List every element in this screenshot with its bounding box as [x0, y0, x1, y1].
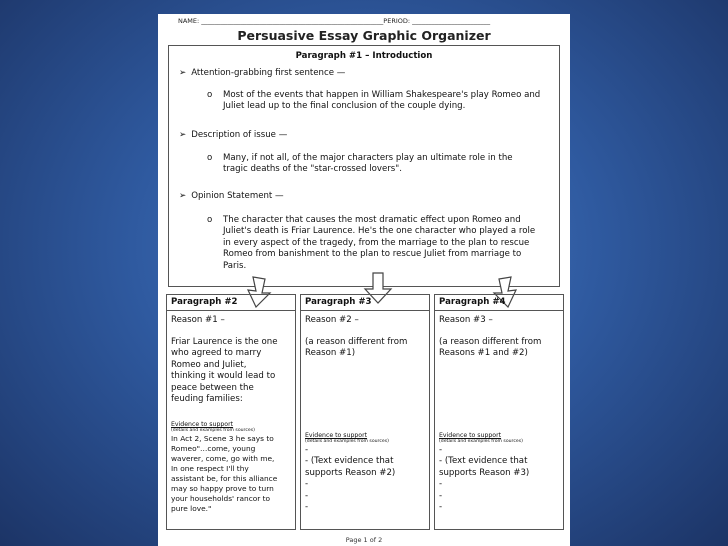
- sub-bullet-icon: o: [207, 153, 213, 163]
- body-line: (a reason different from: [439, 337, 542, 347]
- name-line: ________________________________________________________: [201, 17, 384, 25]
- evidence-label: Evidence to support: [305, 432, 368, 439]
- evidence-line: may so happy prove to turn: [171, 484, 274, 493]
- evidence-line: -: [439, 479, 443, 490]
- evidence-line: -: [305, 502, 309, 513]
- page-footer: Page 1 of 2: [345, 536, 383, 544]
- reason-label: Reason #2 –: [305, 315, 359, 325]
- evidence-line: waverer, come, go with me,: [171, 454, 275, 463]
- bullet-attention: [179, 68, 345, 79]
- sub-line: Juliet lead up to the final conclusion of the couple dying.: [223, 101, 466, 112]
- sub-line: tragic deaths of the "star-crossed lovers".: [223, 164, 402, 175]
- evidence-line: In one respect I'll thy: [171, 464, 249, 473]
- divider: [435, 310, 563, 311]
- reason-body: [305, 337, 427, 360]
- evidence-line: -: [439, 490, 443, 501]
- body-line: feuding families:: [171, 394, 243, 405]
- box-heading: Paragraph #4: [439, 297, 506, 307]
- evidence-line: your households' rancor to: [171, 494, 271, 503]
- evidence-sub: (details and examples from sources): [305, 439, 389, 444]
- sub-attention: [207, 90, 547, 113]
- evidence-label: Evidence to support: [171, 421, 234, 428]
- sub-opinion: [207, 215, 547, 272]
- divider: [301, 310, 429, 311]
- sub-line: The character that causes the most dramatic effect upon Romeo and: [223, 215, 521, 225]
- box-heading: Paragraph #2: [171, 297, 238, 307]
- evidence-line: -: [305, 479, 309, 490]
- evidence-label: Evidence to support: [439, 432, 502, 439]
- evidence-line: Romeo"…come, young: [171, 444, 256, 453]
- period-line: ________________________: [412, 17, 491, 25]
- document-page: [158, 14, 570, 546]
- bullet-label: Description of issue —: [191, 130, 288, 140]
- intro-box: [168, 45, 560, 287]
- evidence-line: -: [305, 490, 309, 501]
- paragraph-3-box: [300, 294, 430, 530]
- evidence-section: [305, 432, 427, 513]
- evidence-section: [439, 432, 561, 513]
- sub-description: [207, 153, 547, 176]
- sub-bullet-icon: o: [207, 215, 213, 225]
- evidence-sub: (details and examples from sources): [171, 428, 255, 433]
- sub-line: Romeo from banishment to the plan to rescue Juliet from marriage to: [223, 249, 522, 260]
- page-title: Persuasive Essay Graphic Organizer: [237, 28, 491, 43]
- name-label: NAME:: [178, 17, 200, 25]
- evidence-line: assistant be, for this alliance: [171, 474, 278, 483]
- bullet-arrow-icon: ➢: [179, 68, 187, 78]
- reason-label: Reason #1 –: [171, 315, 225, 325]
- evidence-line: - (Text evidence that: [305, 456, 394, 467]
- reason-body: [439, 337, 561, 360]
- body-line: Romeo and Juliet,: [171, 359, 247, 370]
- sub-line: Most of the events that happen in William Shakespeare's play Romeo and: [223, 90, 541, 100]
- body-line: Reasons #1 and #2): [439, 348, 528, 359]
- bullet-description: [179, 130, 287, 141]
- bullet-opinion: [179, 191, 284, 202]
- body-line: who agreed to marry: [171, 348, 262, 359]
- intro-heading: Paragraph #1 – Introduction: [295, 51, 433, 61]
- sub-line: Many, if not all, of the major characters play an ultimate role in the: [223, 153, 513, 163]
- evidence-line: -: [439, 502, 443, 513]
- bullet-arrow-icon: ➢: [179, 191, 187, 201]
- body-line: Reason #1): [305, 348, 356, 359]
- sub-line: Juliet's death is Friar Laurence. He's the one character who played a role: [223, 226, 536, 237]
- evidence-line: supports Reason #3): [439, 467, 530, 478]
- evidence-line: supports Reason #2): [305, 467, 396, 478]
- sub-bullet-icon: o: [207, 90, 213, 100]
- paragraph-2-box: [166, 294, 296, 530]
- bullet-label: Opinion Statement —: [191, 191, 284, 201]
- bullet-arrow-icon: ➢: [179, 130, 187, 140]
- body-line: thinking it would lead to: [171, 371, 276, 382]
- evidence-sub: (details and examples from sources): [439, 439, 523, 444]
- sub-line: Paris.: [223, 260, 247, 271]
- evidence-line: -: [439, 445, 443, 455]
- paragraph-4-box: [434, 294, 564, 530]
- reason-label: Reason #3 –: [439, 315, 493, 325]
- sub-line: in every aspect of the tragedy, from the marriage to the plan to rescue: [223, 237, 530, 248]
- box-heading: Paragraph #3: [305, 297, 372, 307]
- reason-body: [171, 337, 293, 405]
- bullet-label: Attention-grabbing first sentence —: [191, 68, 346, 78]
- body-line: peace between the: [171, 382, 254, 393]
- evidence-section: [171, 421, 293, 514]
- period-label: PERIOD:: [383, 17, 411, 25]
- evidence-line: In Act 2, Scene 3 he says to: [171, 434, 274, 443]
- divider: [167, 310, 295, 311]
- evidence-line: -: [305, 445, 309, 455]
- body-line: (a reason different from: [305, 337, 408, 347]
- evidence-line: - (Text evidence that: [439, 456, 528, 467]
- body-line: Friar Laurence is the one: [171, 337, 278, 347]
- evidence-line: pure love.": [171, 504, 212, 513]
- name-period-header: [178, 17, 550, 25]
